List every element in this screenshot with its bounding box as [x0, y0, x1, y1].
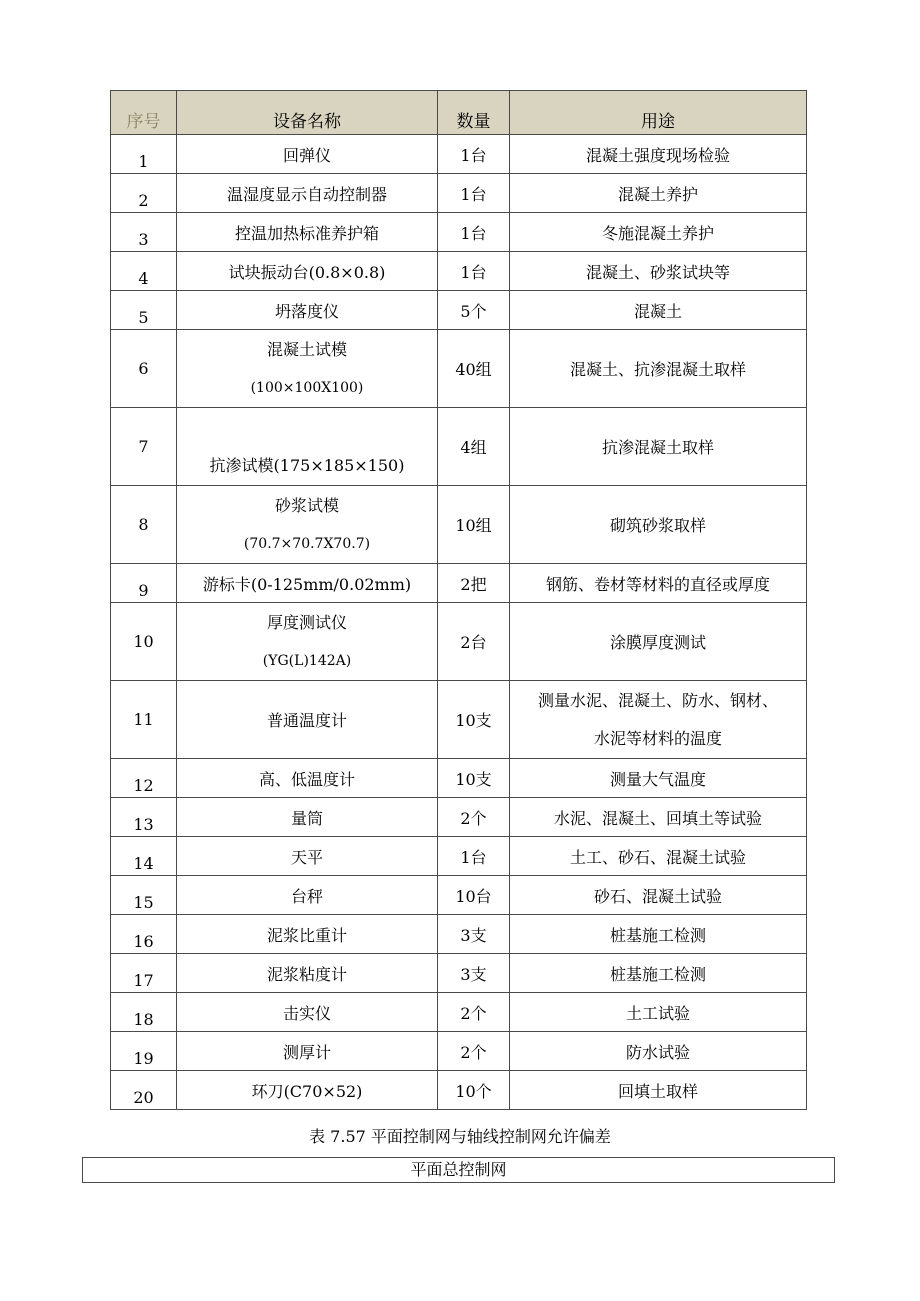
cell-seq: 10 — [111, 603, 177, 681]
cell-qty: 40组 — [438, 330, 510, 408]
cell-seq: 17 — [111, 954, 177, 993]
cell-name: 量筒 — [177, 798, 438, 837]
cell-name: 控温加热标准养护箱 — [177, 213, 438, 252]
header-use: 用途 — [510, 91, 807, 135]
cell-use: 冬施混凝土养护 — [510, 213, 807, 252]
cell-qty: 2把 — [438, 564, 510, 603]
cell-use: 抗渗混凝土取样 — [510, 408, 807, 486]
cell-name: 游标卡(0-125mm/0.02mm) — [177, 564, 438, 603]
control-network-header: 平面总控制网 — [410, 1160, 507, 1179]
cell-qty: 3支 — [438, 915, 510, 954]
cell-qty: 10支 — [438, 759, 510, 798]
cell-seq: 16 — [111, 915, 177, 954]
cell-use: 砂石、混凝土试验 — [510, 876, 807, 915]
cell-name-line2: 抗渗试模(175×185×150) — [209, 455, 405, 475]
table-caption: 表 7.57 平面控制网与轴线控制网允许偏差 — [309, 1127, 611, 1146]
table-row — [111, 1071, 807, 1110]
table-row — [111, 759, 807, 798]
cell-use: 土工、砂石、混凝土试验 — [510, 837, 807, 876]
cell-use: 涂膜厚度测试 — [510, 603, 807, 681]
table-row — [111, 993, 807, 1032]
cell-qty: 3支 — [438, 954, 510, 993]
table-row — [111, 291, 807, 330]
cell-qty: 1台 — [438, 174, 510, 213]
cell-use: 桩基施工检测 — [510, 954, 807, 993]
cell-use: 砌筑砂浆取样 — [510, 486, 807, 564]
cell-seq: 15 — [111, 876, 177, 915]
equipment-table — [110, 90, 807, 1110]
cell-name — [177, 486, 438, 564]
table-row — [111, 603, 807, 681]
table-row — [111, 1032, 807, 1071]
cell-qty: 2个 — [438, 798, 510, 837]
cell-qty: 4组 — [438, 408, 510, 486]
cell-seq: 12 — [111, 759, 177, 798]
cell-qty: 1台 — [438, 252, 510, 291]
cell-name: 泥浆比重计 — [177, 915, 438, 954]
cell-qty: 1台 — [438, 213, 510, 252]
cell-use: 测量大气温度 — [510, 759, 807, 798]
cell-name: 普通温度计 — [177, 681, 438, 759]
cell-seq: 7 — [111, 408, 177, 486]
table-row — [111, 408, 807, 486]
table-header-row — [111, 91, 807, 135]
cell-use: 混凝土养护 — [510, 174, 807, 213]
cell-use: 混凝土、砂浆试块等 — [510, 252, 807, 291]
cell-use: 水泥、混凝土、回填土等试验 — [510, 798, 807, 837]
cell-qty: 10个 — [438, 1071, 510, 1110]
table-row — [111, 135, 807, 174]
cell-name: 回弹仪 — [177, 135, 438, 174]
cell-use — [510, 681, 807, 759]
cell-name: 环刀(C70×52) — [177, 1071, 438, 1110]
cell-seq: 8 — [111, 486, 177, 564]
cell-use: 钢筋、卷材等材料的直径或厚度 — [510, 564, 807, 603]
cell-name-line1: 厚度测试仪 — [266, 612, 347, 632]
table-row — [111, 174, 807, 213]
cell-seq: 13 — [111, 798, 177, 837]
control-network-table — [82, 1157, 835, 1183]
cell-name: 击实仪 — [177, 993, 438, 1032]
cell-use: 防水试验 — [510, 1032, 807, 1071]
cell-qty: 2个 — [438, 1032, 510, 1071]
cell-qty: 2台 — [438, 603, 510, 681]
table-row — [111, 681, 807, 759]
cell-name-line2: (100×100X100) — [250, 379, 364, 396]
cell-use: 混凝土强度现场检验 — [510, 135, 807, 174]
cell-name — [177, 408, 438, 486]
table-row — [111, 564, 807, 603]
cell-name-line2: (70.7×70.7X70.7) — [243, 535, 371, 552]
cell-name: 测厚计 — [177, 1032, 438, 1071]
cell-seq: 2 — [111, 174, 177, 213]
table-row — [111, 330, 807, 408]
cell-name-line1: 混凝土试模 — [266, 339, 347, 359]
cell-name: 天平 — [177, 837, 438, 876]
cell-name-line1: 砂浆试模 — [274, 495, 339, 515]
cell-name: 台秤 — [177, 876, 438, 915]
table-row — [111, 876, 807, 915]
table-row — [111, 915, 807, 954]
cell-name: 温湿度显示自动控制器 — [177, 174, 438, 213]
cell-seq: 9 — [111, 564, 177, 603]
table-row — [111, 954, 807, 993]
cell-qty: 10支 — [438, 681, 510, 759]
cell-seq: 11 — [111, 681, 177, 759]
cell-name: 高、低温度计 — [177, 759, 438, 798]
cell-seq: 5 — [111, 291, 177, 330]
cell-use-line1: 测量水泥、混凝土、防水、钢材、 — [537, 690, 778, 710]
cell-use: 混凝土 — [510, 291, 807, 330]
cell-seq: 18 — [111, 993, 177, 1032]
cell-name: 坍落度仪 — [177, 291, 438, 330]
cell-qty: 5个 — [438, 291, 510, 330]
cell-seq: 3 — [111, 213, 177, 252]
cell-qty: 10台 — [438, 876, 510, 915]
cell-seq: 4 — [111, 252, 177, 291]
table-row — [111, 486, 807, 564]
cell-use-line2: 水泥等材料的温度 — [593, 728, 722, 748]
cell-qty: 2个 — [438, 993, 510, 1032]
cell-use: 回填土取样 — [510, 1071, 807, 1110]
cell-name: 泥浆粘度计 — [177, 954, 438, 993]
cell-qty: 10组 — [438, 486, 510, 564]
header-qty: 数量 — [438, 91, 510, 135]
header-name: 设备名称 — [177, 91, 438, 135]
table-row — [111, 798, 807, 837]
cell-use: 土工试验 — [510, 993, 807, 1032]
cell-use: 桩基施工检测 — [510, 915, 807, 954]
header-seq: 序号 — [111, 91, 177, 135]
cell-qty: 1台 — [438, 135, 510, 174]
cell-seq: 14 — [111, 837, 177, 876]
cell-seq: 6 — [111, 330, 177, 408]
cell-name-line2: (YG(L)142A) — [262, 652, 352, 669]
cell-qty: 1台 — [438, 837, 510, 876]
cell-seq: 20 — [111, 1071, 177, 1110]
table-row — [111, 252, 807, 291]
cell-use: 混凝土、抗渗混凝土取样 — [510, 330, 807, 408]
cell-name: 试块振动台(0.8×0.8) — [177, 252, 438, 291]
cell-name — [177, 330, 438, 408]
table-row — [111, 213, 807, 252]
cell-seq: 1 — [111, 135, 177, 174]
cell-seq: 19 — [111, 1032, 177, 1071]
table-row — [111, 837, 807, 876]
cell-name — [177, 603, 438, 681]
